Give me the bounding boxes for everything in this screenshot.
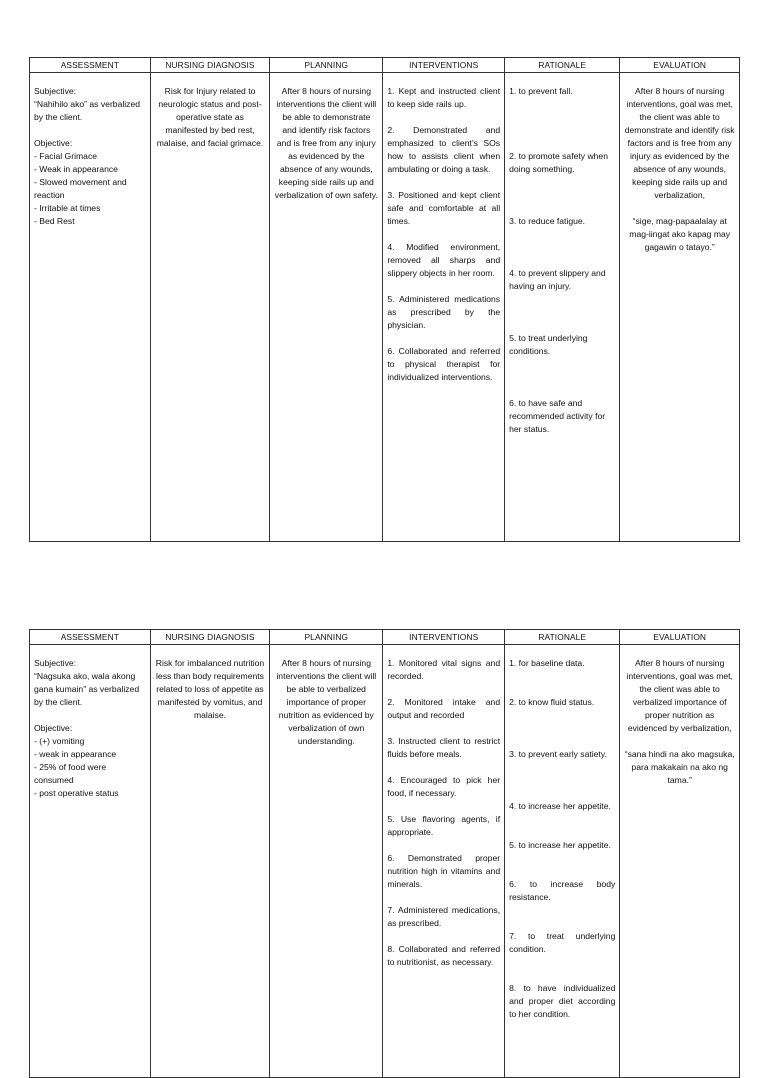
evaluation-text: After 8 hours of nursing interventions, goal was met, the client was able to verbalized importance of proper nutrition as evidenced by verbalization,	[626, 658, 733, 733]
rationale-item: 2. to promote safety when doing something.	[509, 151, 608, 174]
intervention-item: 4. Encouraged to pick her food, if necessary.	[387, 775, 501, 798]
list-item: - Bed Rest	[34, 216, 75, 226]
subjective-text: “Nagsuka ako, wala akong gana kumain” as verbalized by the client.	[34, 671, 140, 707]
header-evaluation: EVALUATION	[620, 58, 740, 73]
diagnosis-text: Risk for imbalanced nutrition less than body requirements related to loss of appetite as manifested by vomitus, and malaise.	[155, 658, 265, 720]
objective-label: Objective:	[34, 138, 73, 148]
intervention-item: 1. Kept and instructed client to keep side rails up.	[387, 86, 501, 109]
rationale-item: 1. to prevent fall.	[509, 86, 573, 96]
care-plan-table-2	[29, 629, 740, 1078]
interventions-cell	[383, 73, 505, 542]
diagnosis-cell	[150, 645, 270, 1078]
evaluation-cell	[620, 645, 740, 1078]
rationale-item: 4. to increase her appetite.	[509, 801, 611, 811]
intervention-item: 6. Collaborated and referred to physical therapist for individualized interventions.	[387, 346, 501, 382]
rationale-item: 2. to know fluid status.	[509, 697, 595, 707]
header-rationale: RATIONALE	[505, 630, 620, 645]
header-interventions: INTERVENTIONS	[383, 58, 505, 73]
rationale-item: 7. to treat underlying condition.	[509, 931, 616, 954]
rationale-item: 4. to prevent slippery and having an injury.	[509, 268, 606, 291]
rationale-cell	[505, 73, 620, 542]
list-item: - Weak in appearance	[34, 164, 118, 174]
header-nursing-diagnosis: NURSING DIAGNOSIS	[150, 630, 270, 645]
intervention-item: 4. Modified environment, removed all sharps and slippery objects in her room.	[387, 242, 501, 278]
list-item: - weak in appearance	[34, 749, 117, 759]
rationale-item: 1. for baseline data.	[509, 658, 585, 668]
evaluation-quote: “sige, mag-papaalalay at mag-iingat ako kapag may gagawin o tatayo.”	[629, 216, 731, 252]
list-item: - (+) vomiting	[34, 736, 85, 746]
header-evaluation: EVALUATION	[620, 630, 740, 645]
assessment-cell	[30, 73, 151, 542]
intervention-item: 1. Monitored vital signs and recorded.	[387, 658, 501, 681]
intervention-item: 3. Positioned and kept client safe and comfortable at all times.	[387, 190, 501, 226]
planning-cell	[270, 73, 383, 542]
header-row	[30, 58, 740, 73]
assessment-cell	[30, 645, 151, 1078]
rationale-item: 3. to prevent early satiety.	[509, 749, 607, 759]
subjective-text: “Nahihilo ako” as verbalized by the client.	[34, 99, 141, 122]
intervention-item: 5. Administered medications as prescribed by the physician.	[387, 294, 501, 330]
rationale-item: 8. to have individualized and proper diet according to her condition.	[509, 983, 616, 1019]
header-interventions: INTERVENTIONS	[383, 630, 505, 645]
header-planning: PLANNING	[270, 630, 383, 645]
diagnosis-cell	[150, 73, 270, 542]
intervention-item: 2. Monitored intake and output and recorded	[387, 697, 501, 720]
intervention-item: 5. Use flavoring agents, if appropriate.	[387, 814, 501, 837]
intervention-item: 7. Administered medications, as prescribed.	[387, 905, 501, 928]
list-item: - Slowed movement and reaction	[34, 177, 127, 200]
header-nursing-diagnosis: NURSING DIAGNOSIS	[150, 58, 270, 73]
planning-text: After 8 hours of nursing interventions the client will be able to demonstrate and identify risk factors and is free from any injury as evidenced by the absence of any wounds, keeping side rails up and verbalization of own safety.	[274, 86, 378, 200]
interventions-cell	[383, 645, 505, 1078]
rationale-cell	[505, 645, 620, 1078]
header-rationale: RATIONALE	[505, 58, 620, 73]
header-planning: PLANNING	[270, 58, 383, 73]
objective-label: Objective:	[34, 723, 73, 733]
planning-text: After 8 hours of nursing interventions the client will be able to verbalized importance of proper nutrition as evidenced by verbalization of own understanding.	[276, 658, 377, 746]
intervention-item: 6. Demonstrated proper nutrition high in vitamins and minerals.	[387, 853, 501, 889]
intervention-item: 2. Demonstrated and emphasized to client’s SOs how to assists client when ambulating or doing a task.	[387, 125, 501, 174]
intervention-item: 3. Instructed client to restrict fluids before meals.	[387, 736, 501, 759]
rationale-item: 5. to increase her appetite.	[509, 840, 611, 850]
header-row	[30, 630, 740, 645]
planning-cell	[270, 645, 383, 1078]
objective-list	[34, 735, 146, 800]
list-item: - 25% of food were consumed	[34, 762, 107, 785]
rationale-item: 6. to increase body resistance.	[509, 879, 616, 902]
header-assessment: ASSESSMENT	[30, 58, 151, 73]
rationale-item: 3. to reduce fatigue.	[509, 216, 586, 226]
list-item: - post operative status	[34, 788, 119, 798]
rationale-item: 6. to have safe and recommended activity for her status.	[509, 398, 606, 434]
rationale-item: 5. to treat underlying conditions.	[509, 333, 588, 356]
diagnosis-text: Risk for Injury related to neurologic status and post-operative state as manifested by bed rest, malaise, and facial grimace.	[156, 86, 264, 148]
header-assessment: ASSESSMENT	[30, 630, 151, 645]
list-item: - Facial Grimace	[34, 151, 98, 161]
evaluation-quote: “sana hindi na ako magsuka, para makakain na ako ng tama.”	[624, 749, 735, 785]
table-row	[30, 73, 740, 542]
evaluation-text: After 8 hours of nursing interventions, goal was met, the client was able to demonstrate and identify risk factors and is free from any injury as evidenced by the absence of any wounds, keeping side rails up and verbalization,	[624, 86, 735, 200]
care-plan-table-1	[29, 57, 740, 542]
table-row	[30, 645, 740, 1078]
intervention-item: 8. Collaborated and referred to nutritionist, as necessary.	[387, 944, 501, 967]
subjective-label: Subjective:	[34, 658, 77, 668]
objective-list	[34, 150, 146, 228]
subjective-label: Subjective:	[34, 86, 77, 96]
evaluation-cell	[620, 73, 740, 542]
list-item: - Irritable at times	[34, 203, 101, 213]
